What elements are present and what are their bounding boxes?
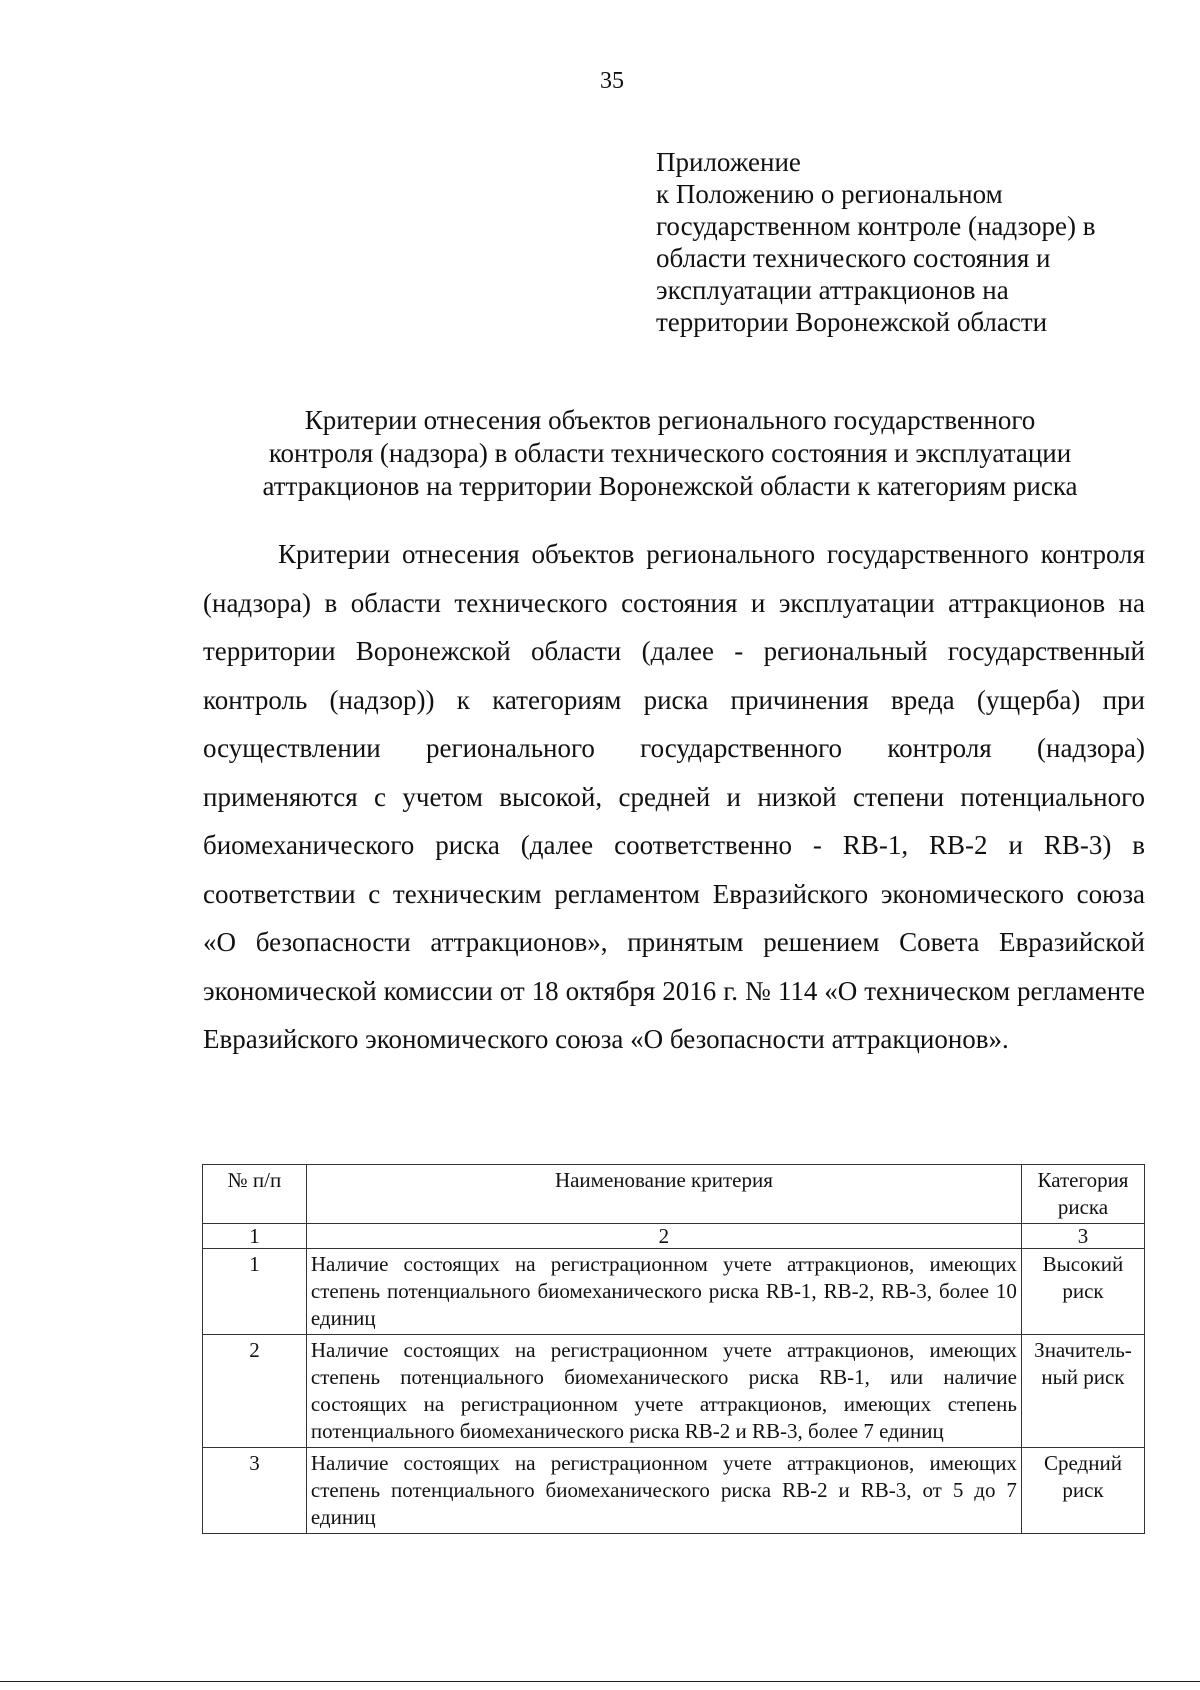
document-heading: [200, 404, 1140, 503]
column-number-row: [203, 1224, 1145, 1249]
row-criterion: Наличие состоящих на регистрационном учете аттракционов, имеющих степень потенциального биомеханического риска RB-1, RB-2, RB-3, более 10 единиц: [306, 1249, 1021, 1335]
page-bottom-divider: [0, 1681, 1200, 1682]
heading-line: Критерии отнесения объектов регионального государственного: [304, 405, 1036, 435]
header-category: Категория риска: [1021, 1165, 1144, 1224]
appendix-line: государственном контроле (надзоре) в: [656, 211, 1096, 241]
table-row: [203, 1448, 1145, 1534]
heading-line: контроля (надзора) в области технического состояния и эксплуатации: [268, 438, 1072, 468]
row-criterion: Наличие состоящих на регистрационном учете аттракционов, имеющих степень потенциального биомеханического риска RB-1, или наличие состоящих на регистрационном учете аттракционов, имеющих степень потенциального биомеханического риска RB-2 и RB-3, более 7 единиц: [306, 1335, 1021, 1448]
column-number: 1: [203, 1224, 307, 1249]
appendix-reference: [656, 146, 1136, 338]
appendix-line: области технического состояния и: [656, 243, 1051, 273]
table-row: [203, 1335, 1145, 1448]
row-number: 3: [203, 1448, 307, 1534]
row-category: Значитель-ный риск: [1021, 1335, 1144, 1448]
appendix-line: территории Воронежской области: [656, 307, 1048, 337]
column-number: 2: [306, 1224, 1021, 1249]
header-criterion: Наименование критерия: [306, 1165, 1021, 1224]
heading-line: аттракционов на территории Воронежской области к категориям риска: [262, 471, 1078, 501]
main-paragraph: Критерии отнесения объектов регионального государственного контроля (надзора) в области технического состояния и эксплуатации аттракционов на территории Воронежской области (далее - региональный государственный контроль (надзор)) к категориям риска причинения вреда (ущерба) при осуществлении регионального государственного контроля (надзора) применяются с учетом высокой, средней и низкой степени потенциального биомеханического риска (далее соответственно - RB-1, RB-2 и RB-3) в соответствии с техническим регламентом Евразийского экономического союза «О безопасности аттракционов», принятым решением Совета Евразийской экономической комиссии от 18 октября 2016 г. № 114 «О техническом регламенте Евразийского экономического союза «О безопасности аттракционов».: [203, 539, 1145, 1054]
page-number: 35: [600, 68, 624, 94]
row-number: 1: [203, 1249, 307, 1335]
column-number: 3: [1021, 1224, 1144, 1249]
table-row: [203, 1249, 1145, 1335]
table-header-row: [203, 1165, 1145, 1224]
appendix-line: к Положению о региональном: [656, 179, 1003, 209]
header-number: № п/п: [203, 1165, 307, 1224]
appendix-line: эксплуатации аттракционов на: [656, 275, 1009, 305]
row-category: Высокий риск: [1021, 1249, 1144, 1335]
row-category: Средний риск: [1021, 1448, 1144, 1534]
row-number: 2: [203, 1335, 307, 1448]
risk-criteria-table: [202, 1164, 1145, 1534]
row-criterion: Наличие состоящих на регистрационном учете аттракционов, имеющих степень потенциального биомеханического риска RB-2 и RB-3, от 5 до 7 единиц: [306, 1448, 1021, 1534]
appendix-line: Приложение: [656, 147, 801, 177]
